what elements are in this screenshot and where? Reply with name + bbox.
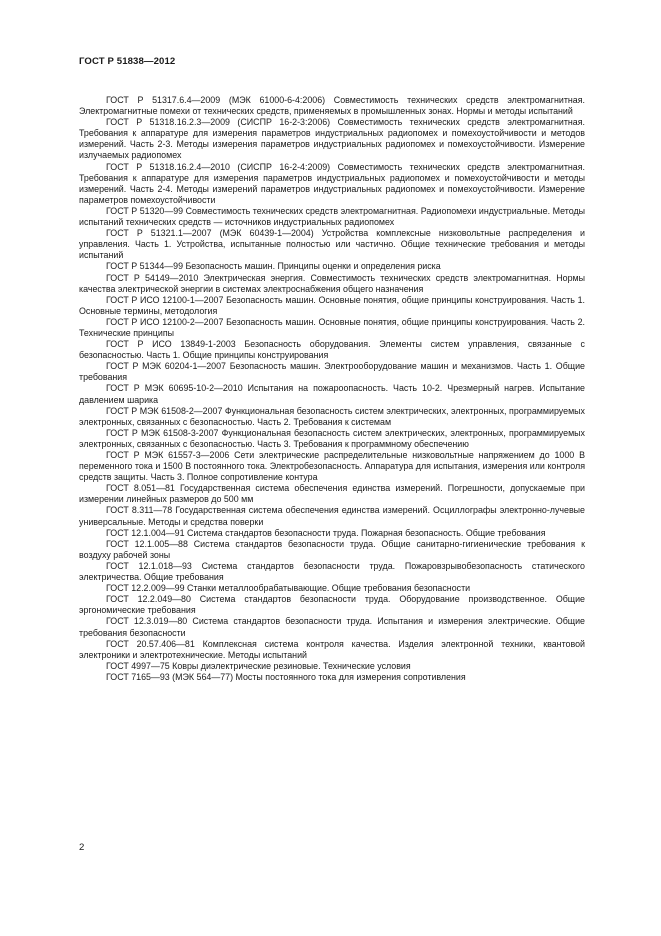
reference-entry: ГОСТ 12.1.005—88 Система стандартов безопасности труда. Общие санитарно-гигиенические требования к воздуху рабочей зоны [79,538,585,560]
reference-entry: ГОСТ 12.3.019—80 Система стандартов безопасности труда. Испытания и измерения электрические. Общие требования безопасности [79,616,585,638]
reference-entry: ГОСТ 12.2.049—80 Система стандартов безопасности труда. Оборудование производственное. Общие эргономические требования [79,594,585,616]
reference-entry: ГОСТ Р МЭК 60204-1—2007 Безопасность машин. Электрооборудование машин и механизмов. Часть 1. Общие требования [79,361,585,383]
reference-entry: ГОСТ 8.311—78 Государственная система обеспечения единства измерений. Осциллографы электронно-лучевые универсальные. Методы и средства поверки [79,505,585,527]
reference-entry: ГОСТ Р ИСО 13849-1-2003 Безопасность оборудования. Элементы систем управления, связанные с безопасностью. Часть 1. Общие принципы конструирования [79,339,585,361]
page-number: 2 [79,842,85,853]
reference-entry: ГОСТ Р 51344—99 Безопасность машин. Принципы оценки и определения риска [106,261,441,272]
reference-entry: ГОСТ Р 51318.16.2.3—2009 (СИСПР 16-2-3:2006) Совместимость технических средств электромагнитная. Требования к аппаратуре для измерения параметров индустриальных радиопомех и помехоустойчивости и методов измерений. Часть 2-3. Методы измерения параметров индустриальных радиопомех и помехоустойчивости. Измерение излучаемых радиопомех [79,117,585,161]
reference-entry: ГОСТ 12.1.018—93 Система стандартов безопасности труда. Пожаровзрывобезопасность статического электричества. Общие требования [79,560,585,583]
reference-entry: ГОСТ Р МЭК 61508-2—2007 Функциональная безопасность систем электрических, электронных, программируемых электронных, связанных с безопасностью. Часть 2. Требования к системам [79,405,585,427]
reference-entry: ГОСТ Р 51317.6.4—2009 (МЭК 61000-6-4:2006) Совместимость технических средств электромагнитная. Электромагнитные помехи от технических средств, применяемых в промышленных зонах. Нормы и методы испытаний [79,95,585,117]
normative-references-list [79,95,585,683]
reference-entry: ГОСТ Р 51321.1—2007 (МЭК 60439-1—2004) Устройства комплексные низковольтные распределения и управления. Часть 1. Устройства, испытанные полностью или частично. Общие технические требования и методы испытаний [79,228,585,261]
reference-entry: ГОСТ 8.051—81 Государственная система обеспечения единства измерений. Погрешности, допускаемые при измерении линейных размеров до 500 мм [79,483,585,505]
reference-entry: ГОСТ 20.57.406—81 Комплексная система контроля качества. Изделия электронной техники, квантовой электроники и электротехнические. Методы испытаний [79,638,585,660]
reference-entry: ГОСТ Р МЭК 61557-3—2006 Сети электрические распределительные низковольтные напряжением до 1000 В переменного тока и 1500 В постоянного тока. Электробезопасность. Аппаратура для испытания, измерения или контроля средств защиты. Часть 3. Полное сопротивление контура [79,450,585,483]
reference-entry: ГОСТ Р МЭК 60695-10-2—2010 Испытания на пожароопасность. Часть 10-2. Чрезмерный нагрев. Испытание давлением шарика [79,383,585,405]
reference-entry: ГОСТ 12.1.004—91 Система стандартов безопасности труда. Пожарная безопасность. Общие требования [106,527,546,538]
reference-entry: ГОСТ Р 51318.16.2.4—2010 (СИСПР 16-2-4:2009) Совместимость технических средств электромагнитная. Требования к аппаратуре для измерения параметров индустриальных радиопомех и помехоустойчивости и методы измерений. Часть 2-4. Методы измерений параметров индустриальных радиопомех и помехоустойчивости. Измерение параметров помехоустойчивости [79,161,585,205]
reference-entry: ГОСТ 7165—93 (МЭК 564—77) Мосты постоянного тока для измерения сопротивления [106,671,466,682]
reference-entry: ГОСТ Р ИСО 12100-1—2007 Безопасность машин. Основные понятия, общие принципы конструирования. Часть 1. Основные термины, методология [79,294,585,316]
reference-entry: ГОСТ Р МЭК 61508-3-2007 Функциональная безопасность систем электрических, электронных, программируемых электронных, связанных с безопасностью. Часть 3. Требования к программному обеспечению [79,427,585,449]
reference-entry: ГОСТ 12.2.009—99 Станки металлообрабатывающие. Общие требования безопасности [106,583,471,594]
document-header: ГОСТ Р 51838—2012 [79,56,176,67]
reference-entry: ГОСТ 4997—75 Ковры диэлектрические резиновые. Технические условия [106,660,411,671]
reference-entry: ГОСТ Р 51320—99 Совместимость технических средств электромагнитная. Радиопомехи индустриальные. Методы испытаний технических средств — источников индустриальных радиопомех [79,205,585,228]
reference-entry: ГОСТ Р ИСО 12100-2—2007 Безопасность машин. Основные понятия, общие принципы конструирования. Часть 2. Технические принципы [79,316,585,338]
reference-entry: ГОСТ Р 54149—2010 Электрическая энергия. Совместимость технических средств электромагнитная. Нормы качества электрической энергии в системах электроснабжения общего назначения [79,272,585,294]
